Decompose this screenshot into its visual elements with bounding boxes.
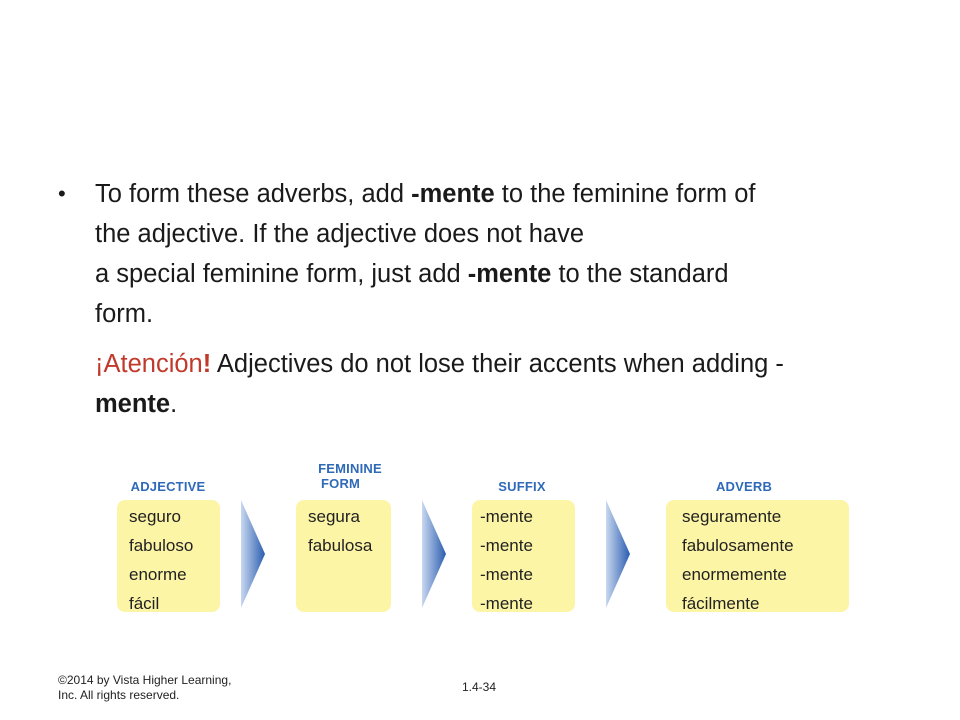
adjective-item: fabuloso <box>129 536 194 555</box>
adverb-item: seguramente <box>682 507 782 526</box>
suffix-item: -mente <box>480 507 533 526</box>
copyright-line-1: ©2014 by Vista Higher Learning, <box>58 673 232 687</box>
header-feminine-line1: FEMININE <box>318 461 382 476</box>
attention-end: . <box>170 390 178 418</box>
feminine-form-item: segura <box>308 507 360 526</box>
feminine-form-item: fabulosa <box>308 536 373 555</box>
arrow-icon <box>422 500 448 608</box>
attention-bold: mente <box>95 390 171 418</box>
adverb-item: fabulosamente <box>682 536 794 555</box>
arrow-icon <box>241 500 267 608</box>
adjective-item: fácil <box>129 594 160 613</box>
arrow-icon <box>606 500 632 608</box>
bullet-line-4: form. <box>95 300 154 328</box>
attention-exclamation: ! <box>202 350 212 378</box>
adverb-item: enormemente <box>682 565 787 584</box>
adverb-box <box>666 500 849 612</box>
header-feminine-line2: FORM <box>321 476 361 491</box>
suffix-box <box>472 500 575 612</box>
bullet-line-1-post: to the feminine form of <box>494 180 756 208</box>
adverb-item: fácilmente <box>682 594 760 613</box>
slide-number: 1.4-34 <box>462 680 497 694</box>
attention-text: Adjectives do not lose their accents when adding - <box>211 350 784 378</box>
bullet-marker: • <box>58 181 66 206</box>
header-adjective: ADJECTIVE <box>130 479 206 494</box>
bullet-line-1-bold: -mente <box>411 180 495 208</box>
bullet-line-1-pre: To form these adverbs, add <box>95 180 412 208</box>
suffix-item: -mente <box>480 536 533 555</box>
bullet-line-3-bold: -mente <box>467 260 552 288</box>
suffix-item: -mente <box>480 565 533 584</box>
suffix-item: -mente <box>480 594 533 613</box>
adjective-item: seguro <box>129 507 181 526</box>
bullet-line-3-pre: a special feminine form, just add <box>95 260 468 288</box>
header-feminine-form <box>300 461 400 491</box>
copyright-notice <box>58 673 231 703</box>
bullet-line-2: the adjective. If the adjective does not have <box>95 220 585 248</box>
attention-label: ¡Atención <box>95 350 203 378</box>
header-adverb: ADVERB <box>715 479 773 494</box>
adjective-item: enorme <box>129 565 187 584</box>
feminine-form-box <box>296 500 391 612</box>
header-suffix: SUFFIX <box>498 479 546 494</box>
adjective-box <box>117 500 220 612</box>
copyright-line-2: Inc. All rights reserved. <box>58 688 180 702</box>
bullet-line-3-post: to the standard <box>551 260 729 288</box>
